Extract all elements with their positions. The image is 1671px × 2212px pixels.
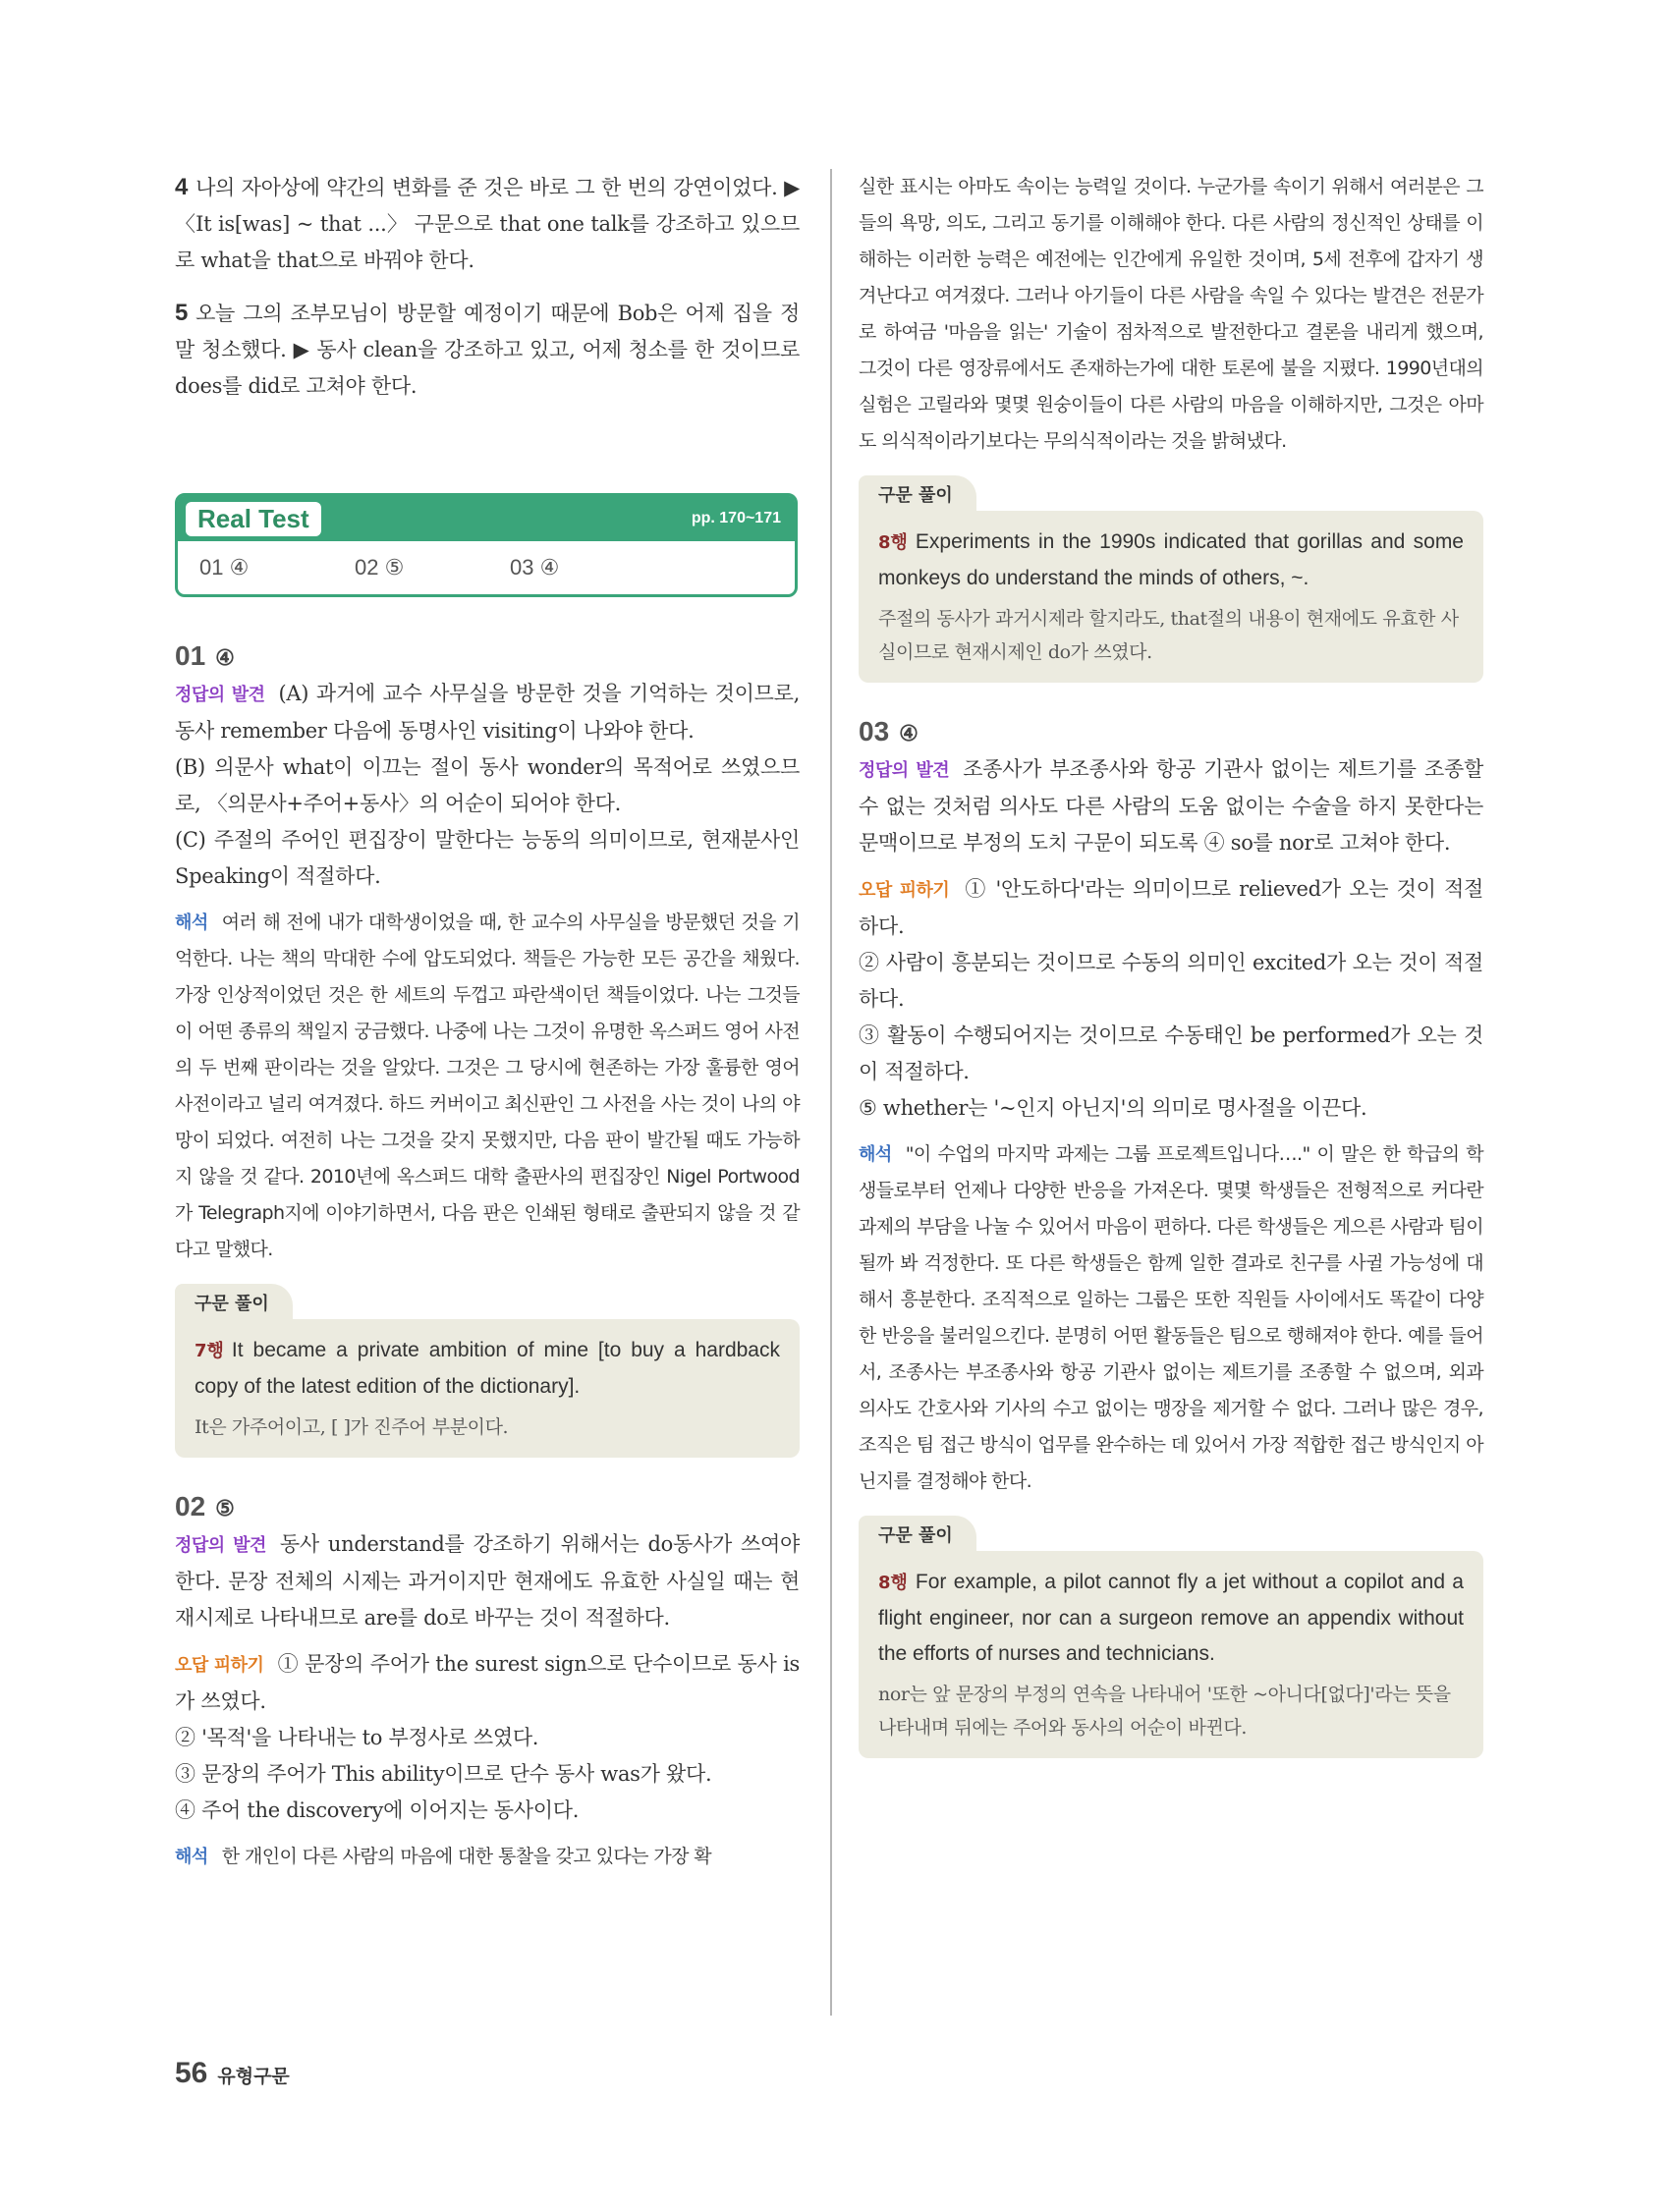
discovery-text: (A) 과거에 교수 사무실을 방문한 것을 기억하는 것이므로, 동사 remember 다음에 동명사인 visiting이 나와야 한다.	[175, 682, 800, 743]
translation	[175, 905, 800, 1268]
syntax-tab: 구문 풀이	[859, 475, 976, 511]
syntax-box	[859, 1516, 1483, 1758]
avoid-3: ③ 문장의 주어가 This ability이므로 단수 동사 was가 왔다.	[175, 1762, 712, 1786]
syntax-sentence: It became a private ambition of mine [to buy a hardback copy of the latest edition of the dictionary].	[195, 1339, 780, 1398]
line-ref: 7행	[195, 1341, 224, 1361]
syntax-body	[859, 511, 1483, 683]
question-heading	[175, 1491, 800, 1522]
translation	[175, 1839, 800, 1875]
item-text: 오늘 그의 조부모님이 방문할 예정이기 때문에 Bob은 어제 집을 정말 청소했다. ▶ 동사 clean을 강조하고 있고, 어제 청소를 한 것이므로 does를 did로 고쳐야 한다.	[175, 302, 800, 398]
discovery-label: 정답의 발견	[175, 1535, 266, 1556]
question-number: 03	[859, 716, 890, 747]
avoid-text: ① '안도하다'라는 의미이므로 relieved가 오는 것이 적절하다.	[859, 877, 1483, 938]
avoid-1	[175, 1646, 800, 1720]
answer-01: 01 ④	[199, 555, 250, 580]
syntax-english	[878, 525, 1464, 596]
discovery-a	[175, 676, 800, 749]
translation-text: 한 개인이 다른 사람의 마음에 대한 통찰을 갖고 있다는 가장 확	[221, 1846, 712, 1867]
discovery	[175, 1526, 800, 1636]
item-number: 4	[175, 174, 189, 200]
discovery-text: 조종사가 부조종사와 항공 기관사 없이는 제트기를 조종할 수 없는 것처럼 의사도 다른 사람의 도움 없이는 수술을 하지 못한다는 문맥이므로 부정의 도치 구문이 되도록 ④ so를 nor로 고쳐야 한다.	[859, 757, 1483, 855]
real-test-title: Real Test	[186, 502, 321, 536]
syntax-english	[195, 1333, 780, 1405]
real-test-pages: pp. 170~171	[691, 510, 781, 526]
discovery	[859, 751, 1483, 861]
real-test-answers	[199, 555, 665, 581]
column-divider	[830, 169, 832, 2016]
section-name: 유형구문	[217, 2066, 290, 2087]
left-column	[175, 169, 800, 1875]
avoid-label: 오답 피하기	[859, 880, 950, 901]
question-answer: ⑤	[215, 1496, 235, 1521]
syntax-explanation: nor는 앞 문장의 부정의 연속을 나타내어 '또한 ~아니다[없다]'라는 뜻을 나타내며 뒤에는 주어와 동사의 어순이 바뀐다.	[878, 1684, 1451, 1739]
syntax-body	[859, 1551, 1483, 1758]
avoid-1	[859, 871, 1483, 945]
syntax-sentence: For example, a pilot cannot fly a jet without a copilot and a flight engineer, nor can a surgeon remove an appendix without the efforts of nurses and technicians.	[878, 1571, 1464, 1665]
question-answer: ④	[215, 645, 235, 670]
avoid-2: ② '목적'을 나타내는 to 부정사로 쓰였다.	[175, 1726, 539, 1749]
discovery-text: 동사 understand를 강조하기 위해서는 do동사가 쓰여야 한다. 문장 전체의 시제는 과거이지만 현재에도 유효한 사실일 때는 현재시제로 나타내므로 are를 do로 바꾸는 것이 적절하다.	[175, 1532, 800, 1630]
avoid-text: ① 문장의 주어가 the surest sign으로 단수이므로 동사 is가 쓰였다.	[175, 1652, 800, 1713]
discovery-label: 정답의 발견	[859, 760, 950, 781]
question-number: 01	[175, 640, 206, 671]
translation-text: "이 수업의 마지막 과제는 그룹 프로젝트입니다…." 이 말은 한 학급의 학생들로부터 언제나 다양한 반응을 가져온다. 몇몇 학생들은 전형적으로 커다란 과제의 부담을 나눌 수 있어서 마음이 편하다. 다른 학생들은 게으른 사람과 팀이 될까 봐 걱정한다. 또 다른 학생들은 함께 일한 결과로 친구를 사귈 가능성에 대해서 흥분한다. 조직적으로 일하는 그룹은 또한 직원들 사이에서도 똑같이 다양한 반응을 불러일으킨다. 분명히 어떤 활동들은 팀으로 행해져야 한다. 예를 들어서, 조종사는 부조종사와 항공 기관사 없이는 제트기를 조종할 수 없으며, 외과 의사도 간호사와 기사의 수고 없이는 맹장을 제거할 수 없다. 그러나 많은 경우, 조직은 팀 접근 방식이 업무를 완수하는 데 있어서 가장 적합한 접근 방식인지 아닌지를 결정해야 한다.	[859, 1143, 1483, 1492]
translation-label: 해석	[859, 1144, 892, 1165]
avoid-4: ④ 주어 the discovery에 이어지는 동사이다.	[175, 1798, 580, 1822]
item-5	[175, 295, 800, 405]
discovery-c: (C) 주절의 주어인 편집장이 말한다는 능동의 의미이므로, 현재분사인 Speaking이 적절하다.	[175, 828, 800, 888]
item-4	[175, 169, 800, 279]
real-test-box	[175, 493, 798, 597]
translation-label: 해석	[175, 1847, 208, 1867]
syntax-tab: 구문 풀이	[175, 1284, 293, 1319]
translation-text: 여러 해 전에 내가 대학생이었을 때, 한 교수의 사무실을 방문했던 것을 기억한다. 나는 책의 막대한 수에 압도되었다. 책들은 가능한 모든 공간을 채웠다. 가장 인상적이었던 것은 한 세트의 두껍고 파란색이던 책들이었다. 나는 그것들이 어떤 종류의 책일지 궁금했다. 나중에 나는 그것이 유명한 옥스퍼드 영어 사전의 두 번째 판이라는 것을 알았다. 그것은 그 당시에 현존하는 가장 훌륭한 영어 사전이라고 널리 여겨졌다. 하드 커버이고 최신판인 그 사전을 사는 것이 나의 야망이 되었다. 여전히 나는 그것을 갖지 못했지만, 다음 판이 발간될 때도 가능하지 않을 것 같다. 2010년에 옥스퍼드 대학 출판사의 편집장인 Nigel Portwood가 Telegraph지에 이야기하면서, 다음 판은 인쇄된 형태로 출판되지 않을 것 같다고 말했다.	[175, 912, 800, 1260]
translation-continued: 실한 표시는 아마도 속이는 능력일 것이다. 누군가를 속이기 위해서 여러분은 그들의 욕망, 의도, 그리고 동기를 이해해야 한다. 다른 사람의 정신적인 상태를 이해하는 이러한 능력은 예전에는 인간에게 유일한 것이며, 5세 전후에 갑자기 생겨난다고 여겨졌다. 그러나 아기들이 다른 사람을 속일 수 있다는 발견은 전문가로 하여금 '마음을 읽는' 기술이 점차적으로 발전한다고 결론을 내리게 했으며, 그것이 다른 영장류에서도 존재하는가에 대한 토론에 불을 지폈다. 1990년대의 실험은 고릴라와 몇몇 원숭이들이 다른 사람의 마음을 이해하지만, 그것은 아마도 의식적이라기보다는 무의식적이라는 것을 밝혀냈다.	[859, 176, 1483, 452]
item-number: 5	[175, 300, 189, 326]
avoid-2: ② 사람이 흥분되는 것이므로 수동의 의미인 excited가 오는 것이 적절하다.	[859, 951, 1483, 1011]
discovery-label: 정답의 발견	[175, 685, 265, 705]
line-ref: 8행	[878, 532, 908, 553]
syntax-explanation: 주절의 동사가 과거시제라 할지라도, that절의 내용이 현재에도 유효한 사실이므로 현재시제인 do가 쓰였다.	[878, 608, 1459, 663]
question-number: 02	[175, 1491, 206, 1521]
line-ref: 8행	[878, 1573, 908, 1593]
answer-03: 03 ④	[510, 555, 560, 580]
right-column	[859, 169, 1483, 1758]
question-answer: ④	[899, 721, 919, 746]
discovery-b: (B) 의문사 what이 이끄는 절이 동사 wonder의 목적어로 쓰였으므로, 〈의문사+주어+동사〉의 어순이 되어야 한다.	[175, 755, 800, 815]
item-text: 나의 자아상에 약간의 변화를 준 것은 바로 그 한 번의 강연이었다. ▶〈It is[was] ~ that ...〉 구문으로 that one talk를 강조하고 있으므로 what을 that으로 바꿔야 한다.	[175, 176, 800, 272]
syntax-sentence: Experiments in the 1990s indicated that gorillas and some monkeys do understand the minds of others, ~.	[878, 530, 1464, 589]
question-heading	[859, 716, 1483, 747]
syntax-english	[878, 1565, 1464, 1672]
syntax-box	[859, 475, 1483, 683]
syntax-body	[175, 1319, 800, 1458]
translation	[859, 1136, 1483, 1500]
syntax-explanation: It은 가주어이고, [ ]가 진주어 부분이다.	[195, 1416, 509, 1438]
avoid-3: ③ 활동이 수행되어지는 것이므로 수동태인 be performed가 오는 것이 적절하다.	[859, 1023, 1483, 1083]
page-number: 56	[175, 2057, 208, 2089]
answer-02: 02 ⑤	[355, 555, 405, 580]
avoid-5: ⑤ whether는 '~인지 아닌지'의 의미로 명사절을 이끈다.	[859, 1096, 1367, 1120]
avoid-label: 오답 피하기	[175, 1655, 264, 1676]
syntax-tab: 구문 풀이	[859, 1516, 976, 1551]
syntax-box	[175, 1284, 800, 1458]
page-footer	[175, 2057, 290, 2090]
question-heading	[175, 640, 800, 672]
translation-label: 해석	[175, 912, 208, 933]
